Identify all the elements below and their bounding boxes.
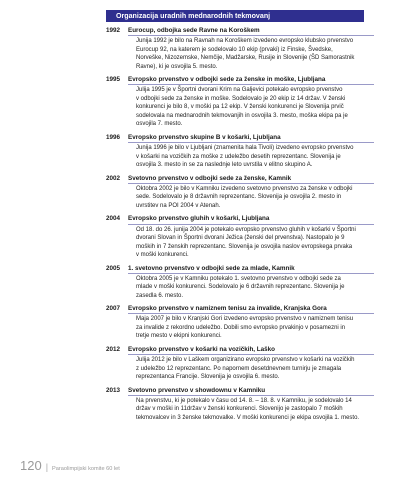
entry-year: 2004 <box>106 215 121 223</box>
entry-title: Evropsko prvenstvo v odbojki sede za ženske in moške, Ljubljana <box>128 76 374 85</box>
entry-content <box>128 215 374 259</box>
entry-description: Na prvenstvu, ki je potekalo v času od 14. 8. – 18. 8. v Kamniku, je sodelovalo 14 držav v moški in 11držav v ženski konkurenci. Slovenijo je zastopalo 7 moških tekmovalcev in 3 ženske tekmovalke. V moški konkurenci je ekipa osvojila 1. mesto. <box>136 397 360 421</box>
entry-content <box>128 387 374 423</box>
entry-content <box>128 346 374 382</box>
entry-item <box>106 265 374 301</box>
footer-separator: | <box>45 462 49 472</box>
entry-title: Eurocup, odbojka sede Ravne na Koroškem <box>128 27 374 36</box>
entry-title: 1. svetovno prvenstvo v odbojki sede za mlade, Kamnik <box>128 265 374 274</box>
entry-item <box>106 27 374 71</box>
entry-item <box>106 134 374 170</box>
entry-title: Evropsko prvenstvo v košarki na vozičkih, Laško <box>128 346 374 355</box>
entry-year: 1995 <box>106 76 121 84</box>
entry-content <box>128 265 374 301</box>
entry-content <box>128 76 374 129</box>
entry-content <box>128 134 374 170</box>
entry-description: Maja 2007 je bilo v Kranjski Gori izvedeno evropsko prvenstvo v namiznem tenisu za invalide z rekordno udeležbo. Dobili smo evropsko prvakinjo v posamezni in tretje mesto v ekipni konkurenci. <box>136 316 354 340</box>
entry-item <box>106 346 374 382</box>
entry-content <box>128 27 374 71</box>
entry-description: Oktobra 2005 je v Kamniku potekalo 1. svetovno prvenstvo v odbojki sede za mlade v moški konkurenci. Sodelovalo je 6 državnih reprezentanc. Slovenija je zasedla 6. mesto. <box>136 275 345 299</box>
entry-year: 2012 <box>106 345 121 353</box>
entry-item <box>106 76 374 129</box>
entry-title: Svetovno prvenstvo v odbojki sede za ženske, Kamnik <box>128 175 374 184</box>
entry-item <box>106 387 374 423</box>
section-title: Organizacija uradnih mednarodnih tekmovanj <box>106 10 364 22</box>
entry-year: 2002 <box>106 174 121 182</box>
entry-description: Junija 1996 je bilo v Ljubljani (znamenita hala Tivoli) izvedeno evropsko prvenstvo v košarki na vozičkih za moške z udeležbo desetih reprezentanc. Slovenija je osvojila 3. mesto in se za naslednje leto uvrstila v elitno skupino A. <box>136 145 354 169</box>
entry-year: 2013 <box>106 386 121 394</box>
entry-item <box>106 305 374 341</box>
entry-description: Julija 2012 je bilo v Laškem organizirano evropsko prvenstvo v košarki na vozičkih z udeležbo 12 reprezentanc. Po napornem desetdnevnem turnirju je zmagala reprezentanca Francije. Slovenija je osvojila 6. mesto. <box>136 357 355 381</box>
entry-content <box>128 175 374 211</box>
entry-description: Julija 1995 je v Športni dvorani Krim na Galjevici potekalo evropsko prvenstvo v odbojki sede za ženske in moške. Sodelovalo je 20 ekip iz 14 držav. V ženski konkurenci je bilo 8, v moški pa 12 ekip. V ženski konkurenci je Slovenija prvič sodelovala na mednarodnih tekmovanjih in osvojila 3. mesto, moška ekipa pa je osvojila 7. mesto. <box>136 87 348 128</box>
entry-title: Evropsko prvenstvo skupine B v košarki, Ljubljana <box>128 134 374 143</box>
entry-description: Oktobra 2002 je bilo v Kamniku izvedeno svetovno prvenstvo za ženske v odbojki sede. Sodelovalo je 8 državnih reprezentanc. Slovenija je osvojila 2. mesto in uvrstitev na POI 2004 v Atenah. <box>136 185 353 209</box>
entry-title: Svetovno prvenstvo v showdownu v Kamniku <box>128 387 374 396</box>
entry-year: 1996 <box>106 133 121 141</box>
entry-description: Od 18. do 26. junija 2004 je potekalo evropsko prvenstvo gluhih v košarki v Športni dvorani Slovan in Športni dvorani Ježica (ženski del prvenstva). Nastopalo je 9 moških in 7 ženskih reprezentanc. Slovenija je osvojila naslov evropskega prvaka v moški konkurenci. <box>136 226 356 259</box>
entry-item <box>106 215 374 259</box>
entry-year: 2005 <box>106 264 121 272</box>
entry-year: 1992 <box>106 27 121 34</box>
entry-title: Evropsko prvenstvo v namiznem tenisu za invalide, Kranjska Gora <box>128 305 374 314</box>
entry-description: Junija 1992 je bilo na Ravnah na Koroškem izvedeno evropsko klubsko prvenstvo Eurocup 92, na katerem je sodelovalo 10 ekip (prvaki) iz Finske, Švedske, Norveške, Nizozemske, Nemčije, Madžarske, Rusije in Slovenije (ŠD Samorastnik Ravne), ki je osvojila 5. mesto. <box>136 38 355 70</box>
entry-item <box>106 175 374 211</box>
entry-title: Evropsko prvenstvo gluhih v košarki, Ljubljana <box>128 215 374 224</box>
entry-year: 2007 <box>106 305 121 313</box>
publication-title: Paraolimpijski komite 60 let <box>52 466 120 472</box>
entry-content <box>128 305 374 341</box>
entry-list <box>106 27 374 427</box>
page-number: 120 <box>20 458 42 473</box>
page-footer <box>20 458 120 473</box>
